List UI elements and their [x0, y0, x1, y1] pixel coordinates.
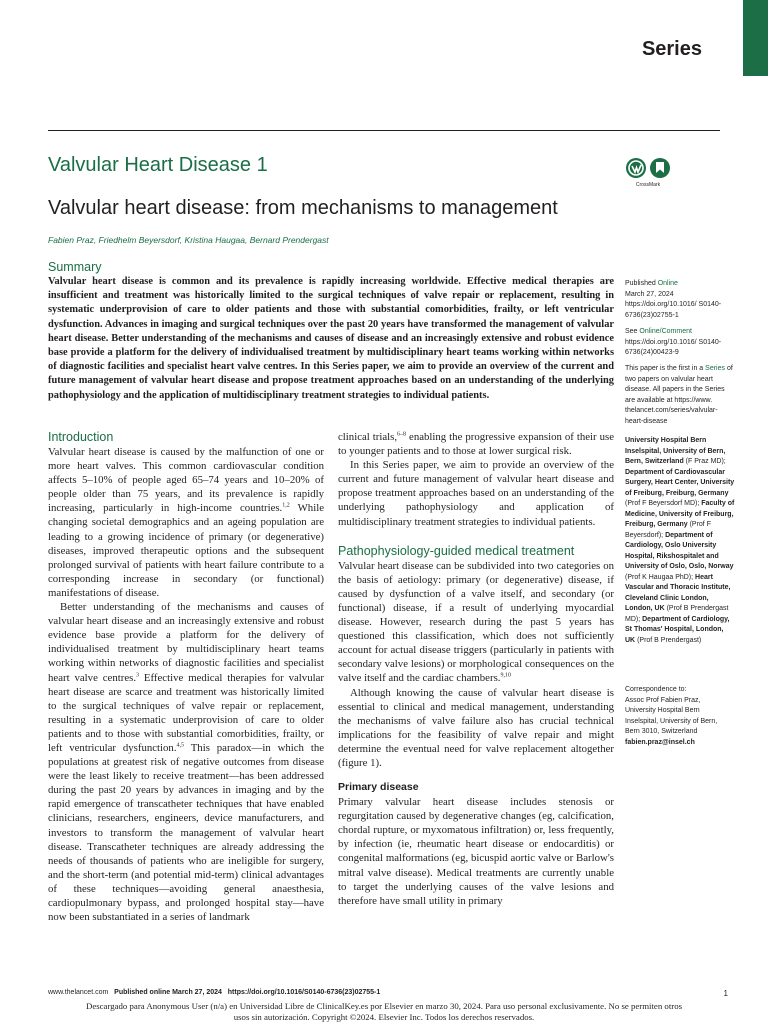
- pathophysiology-heading: Pathophysiology-guided medical treatment: [338, 543, 575, 558]
- affiliation-2-author: (Prof F Beyersdorf MD);: [625, 500, 700, 507]
- citation[interactable]: 4,5: [176, 742, 185, 749]
- affiliation-3-author: (Prof F Beyersdorf);: [625, 521, 711, 539]
- summary-heading: Summary: [48, 260, 102, 274]
- series-note: [625, 364, 735, 427]
- body-column-1: [48, 445, 324, 924]
- correspondence-address-1: University Hospital Bern: [625, 707, 700, 714]
- affiliation-6: Department of Cardiology, St Thomas' Hospital, London, UK: [625, 615, 730, 644]
- summary-text: Valvular heart disease is common and its prevalence is rapidly increasing worldwide. Effective medical therapies are insufficient and treatment was historically limited to the surgical techniques of valve repair or replacement, resulting in systematic underprovision of care to older patients and those with substantial comorbidities, frailty, or left ventricular dysfunction. Advances in imaging and surgical techniques over the past 20 years have transformed the management of valvular heart disease. Better understanding of the mechanisms and causes of disease and an increasingly extensive and robust evidence base provide a platform for the delivery of individualised treatment by multidisciplinary heart teams working within networks of diagnostic facilities and specialist heart valve centres. In this Series paper, we aim to provide an overview of the current and future management of valvular heart disease and propose treatment approaches based on an understanding of the underlying pathophysiology and the application of multidisciplinary treatment strategies to individual patients.: [48, 276, 614, 401]
- crossmark-icon[interactable]: [624, 156, 674, 192]
- correspondence-address-3: Bern 3010, Switzerland: [625, 728, 698, 735]
- correspondence-label: Correspondence to:: [625, 686, 687, 693]
- download-notice: Descargado para Anonymous User (n/a) en Universidad Libre de ClinicalKey.es por Elsevier en marzo 30, 2024. Para uso personal exclusivamente. No se permiten otros usos sin autorización. Copyright ©2024. Elsevier Inc. Todos los derechos reservados.: [85, 1001, 683, 1022]
- article-title: Valvular heart disease: from mechanisms to management: [48, 197, 558, 219]
- published-label: Published: [625, 280, 658, 287]
- page-number: 1: [723, 989, 728, 998]
- col2-paragraph-2: In this Series paper, we aim to provide an overview of the current and future management of valvular heart disease and propose treatment approaches based on an understanding of the underlying pathophysiology and application of multidisciplinary treatment strategies to individual patients.: [338, 459, 614, 528]
- citation[interactable]: 3: [136, 671, 140, 678]
- crossmark-label: CrossMark: [635, 182, 661, 188]
- affiliation-4-author: (Prof K Haugaa PhD);: [625, 573, 694, 581]
- citation[interactable]: 1,2: [282, 502, 290, 509]
- author-list: Fabien Praz, Friedhelm Beyersdorf, Kristina Haugaa, Bernard Prendergast: [48, 235, 329, 245]
- series-color-tab: [743, 0, 768, 76]
- affiliation-1: University Hospital Bern Inselspital, University of Bern, Bern, Switzerland: [625, 437, 726, 465]
- affiliation-5: Heart Vascular and Thoracic Institute, Cleveland Clinic London, London, UK: [625, 573, 731, 612]
- published-doi[interactable]: https://doi.org/10.1016/ S0140-6736(23)02755-1: [625, 301, 722, 319]
- affiliation-4: Department of Cardiology, Oslo University Hospital, Rikshospitalet and University of Oslo, Oslo, Norway: [625, 531, 734, 570]
- affiliation-6-author: (Prof B Prendergast): [635, 636, 702, 644]
- affiliation-1-author: (F Praz MD);: [683, 458, 726, 465]
- body-column-2: [338, 430, 614, 908]
- correspondence-name: Assoc Prof Fabien Praz,: [625, 696, 701, 704]
- footer-site[interactable]: www.thelancet.com: [48, 989, 109, 996]
- primary-paragraph-1: Primary valvular heart disease includes stenosis or regurgitation caused by degenerative changes (eg, calcification, chordal rupture, or myxomatous infiltration) or, less frequently, by infection (ie, rheumatic heart disease or endocarditis) or congenital malformations (eg, bicuspid aortic valve or Barlow's mitral valve disease). Medical treatments are currently unable to target the underlying causes of the valve lesions and therefore have small utility in primary: [338, 796, 614, 907]
- citation[interactable]: 9,10: [500, 672, 511, 679]
- patho-paragraph-2: Although knowing the cause of valvular heart disease is essential to clinical and medical management, understanding the mechanisms of valve failure also has crucial technical implications for the feasibility of valve repair and might determine the eventual need for valve replacement altogether (figure 1).: [338, 686, 614, 769]
- series-note-text: This paper is the first in a: [625, 365, 706, 372]
- footer-doi[interactable]: https://doi.org/10.1016/S0140-6736(23)02755-1: [227, 989, 381, 996]
- affiliation-5-author: (Prof B Prendergast MD);: [625, 605, 729, 623]
- footer-published: Published online March 27, 2024: [114, 989, 222, 996]
- affiliations: [625, 436, 735, 646]
- primary-disease-heading: Primary disease: [338, 781, 419, 794]
- affiliation-3: Faculty of Medicine, University of Freiburg, Freiburg, Germany: [625, 500, 735, 528]
- series-note-rest: of two papers on valvular heart disease. All papers in the Series are available at https://www. thelancet.com/series/valvular-heart-disease: [625, 365, 733, 425]
- introduction-heading: Introduction: [48, 430, 114, 444]
- affiliation-2: Department of Cardiovascular Surgery, Heart Center, University of Freiburg, Freiburg, Germany: [625, 468, 735, 497]
- header-divider: [48, 130, 720, 131]
- series-title: Valvular Heart Disease 1: [48, 154, 268, 176]
- footer-citation: [48, 989, 380, 996]
- intro-paragraph-1: Valvular heart disease is caused by the malfunction of one or more heart valves. This common cardiovascular condition affects 5–10% of people aged 65–74 years and 10–20% of people older than 75 years, and its prevalence is rapidly increasing, particularly in high-income countries.$^{1,2}$ While changing societal demographics and an ageing population are leading to a growing incidence of primary (or degenerative) diseases, improved therapeutic options and the subsequent prolonged survival of patients with heart failure contribute to a corresponding increase in secondary (or functional) manifestations of disease.: [48, 446, 324, 599]
- see-comment-info: [625, 327, 735, 359]
- correspondence-email[interactable]: fabien.praz@insel.ch: [625, 738, 695, 746]
- series-link[interactable]: Series: [705, 365, 725, 372]
- published-date: March 27, 2024: [625, 290, 674, 298]
- series-label: Series: [641, 38, 702, 60]
- correspondence: [625, 685, 735, 748]
- intro-paragraph-2: Better understanding of the mechanisms and causes of valvular heart disease and an increasingly extensive and robust evidence base provide a platform for the delivery of individualised treatment by multidisciplinary heart teams working within networks of diagnostic facilities and specialist heart valve centres.$^3$ Effective medical therapies for valvular heart disease are scarce and treatment was historically limited to the surgical techniques of valve repair or replacement, resulting in a systematic underprovision of care to older patients and to those with substantial comorbidities, frailty, or left ventricular dysfunction.$^{4,5}$ This paradox—in which the populations at greatest risk of negative outcomes from disease were the least likely to receive treatment—has been addressed during the past 20 years by advances in imaging and by the rapid emergence of transcatheter techniques that have enabled clinicians, researchers, engineers, device manufacturers, and investors to transform the management of valvular heart disease. Transcatheter techniques are already addressing the needs of thousands of patients who are ineligible for surgery, and the short-term (and potential mid-term) clinical advantages of these techniques—avoiding general anaesthesia, cardiopulmonary bypass, and prolonged hospital stay—have now been substantiated in a series of landmark: [48, 601, 325, 924]
- published-online-link[interactable]: Online: [657, 280, 678, 287]
- comment-doi[interactable]: https://doi.org/10.1016/ S0140-6736(24)00423-9: [625, 338, 722, 356]
- see-label: See: [625, 328, 640, 335]
- col2-paragraph-1: clinical trials,$^{6-8}$ enabling the progressive expansion of their use to younger patients and to those at lower surgical risk.: [338, 431, 614, 458]
- comment-link[interactable]: Online/Comment: [639, 328, 692, 335]
- correspondence-address-2: Inselspital, University of Bern,: [625, 717, 718, 725]
- citation[interactable]: 6–8: [397, 431, 407, 438]
- patho-paragraph-1: Valvular heart disease can be subdivided into two categories on the basis of aetiology: primary (or degenerative) disease, if caused by dysfunction of a valve itself, and secondary (or functional) disease, if a result of underlying myocardial disease. However, research during the past 5 years has questioned this classification, which does not sufficiently account for actual disease triggers (particularly in patients with secondary valve lesions) or morphological consequences on the valve itself and the cardiac chambers.$^{9,10}$: [338, 559, 614, 685]
- published-info: [625, 279, 735, 321]
